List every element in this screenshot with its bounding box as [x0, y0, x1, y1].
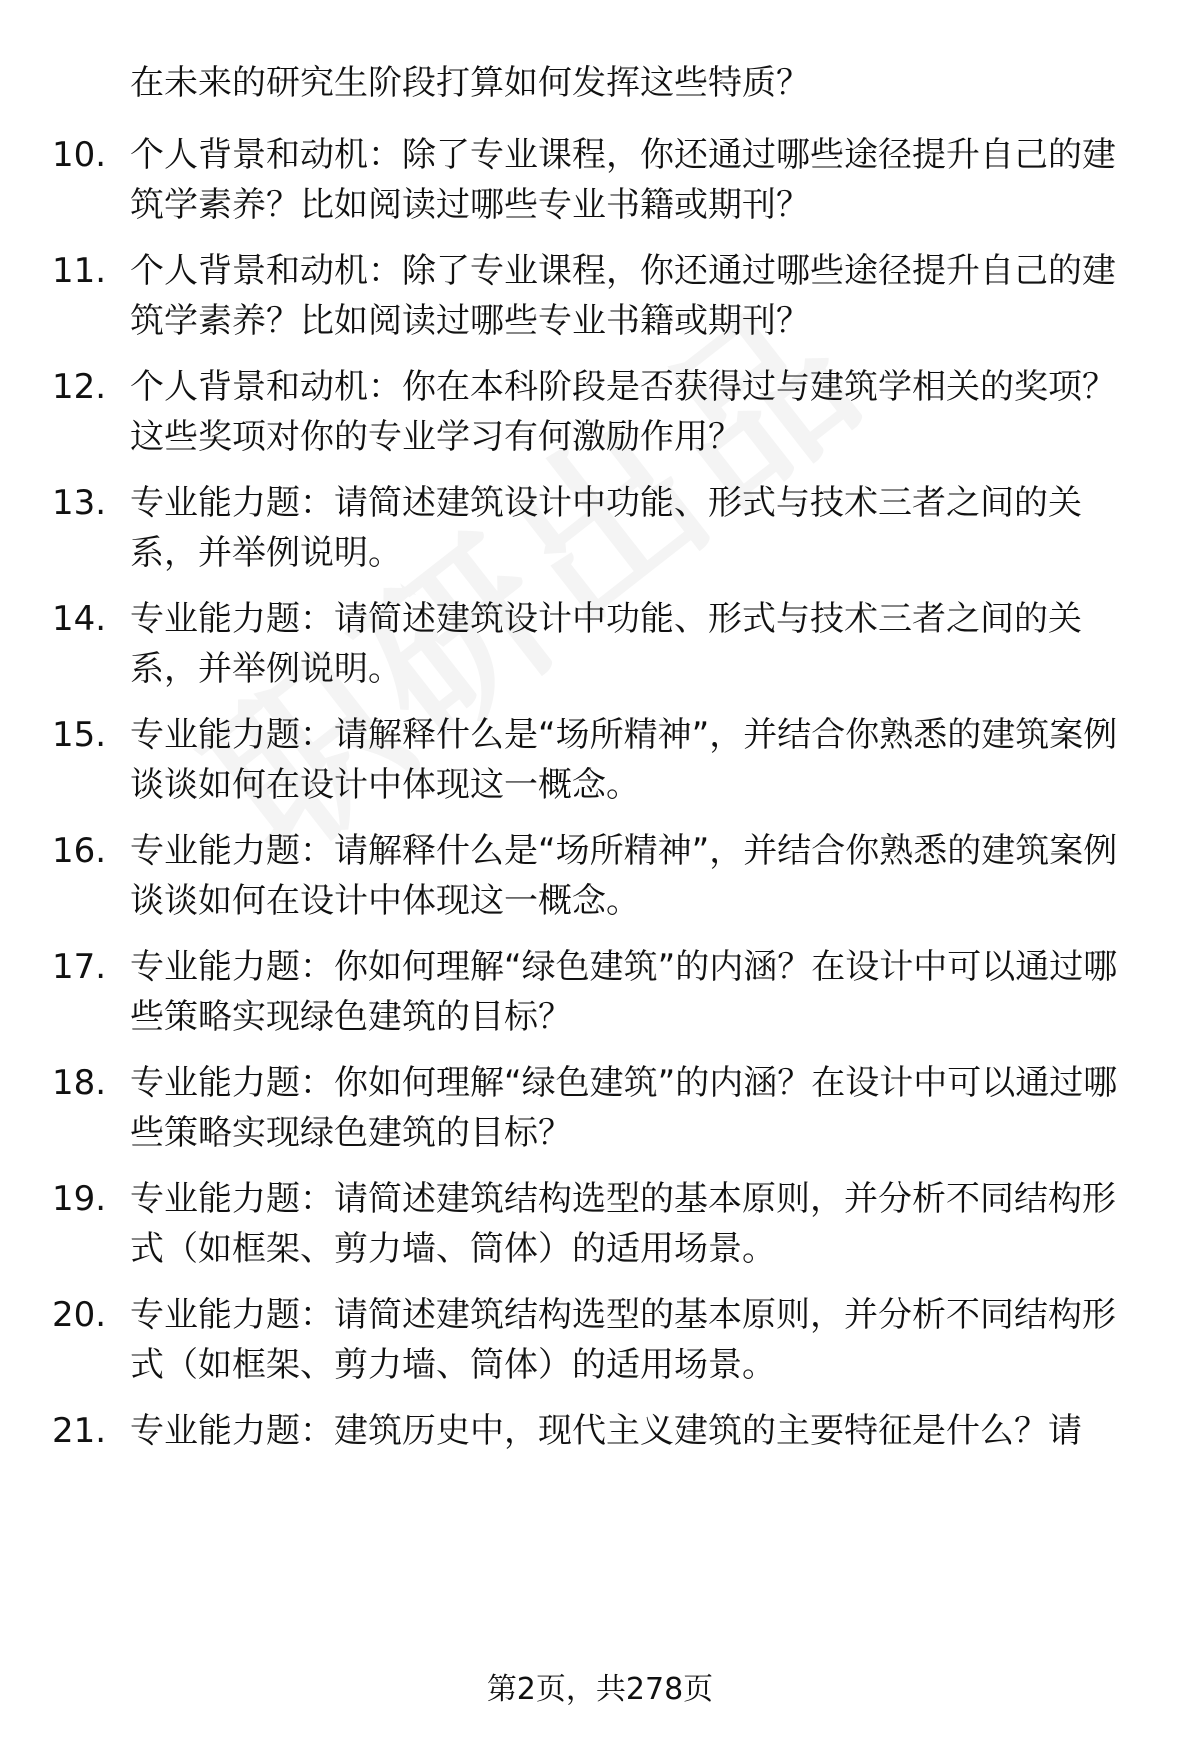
item-number: 21. [52, 1411, 107, 1451]
item-text: 专业能力题：请简述建筑结构选型的基本原则，并分析不同结构形式（如框架、剪力墙、筒体）的适用场景。 [130, 1179, 1116, 1269]
item-number: 13. [52, 483, 107, 523]
item-number: 15. [52, 715, 107, 755]
item-text: 专业能力题：请解释什么是“场所精神”，并结合你熟悉的建筑案例谈谈如何在设计中体现这一概念。 [130, 831, 1118, 921]
item-text: 专业能力题：你如何理解“绿色建筑”的内涵？在设计中可以通过哪些策略实现绿色建筑的目标？ [130, 1063, 1118, 1153]
item-text: 专业能力题：请简述建筑设计中功能、形式与技术三者之间的关系，并举例说明。 [130, 483, 1082, 573]
item-number: 11. [52, 251, 107, 291]
item-number: 20. [52, 1295, 107, 1335]
item-number: 12. [52, 367, 107, 407]
item-text: 专业能力题：请简述建筑结构选型的基本原则，并分析不同结构形式（如框架、剪力墙、筒体）的适用场景。 [130, 1295, 1116, 1385]
item-text: 专业能力题：请解释什么是“场所精神”，并结合你熟悉的建筑案例谈谈如何在设计中体现这一概念。 [130, 715, 1118, 805]
item-text: 专业能力题：请简述建筑设计中功能、形式与技术三者之间的关系，并举例说明。 [130, 599, 1082, 689]
item-number: 16. [52, 831, 107, 871]
item-number: 17. [52, 947, 107, 987]
page-footer: 第2页，共278页 [486, 1672, 714, 1707]
item-text: 个人背景和动机：除了专业课程，你还通过哪些途径提升自己的建筑学素养？比如阅读过哪些专业书籍或期刊？ [130, 135, 1116, 225]
item-number: 19. [52, 1179, 107, 1219]
item-number: 18. [52, 1063, 107, 1103]
item-text: 个人背景和动机：除了专业课程，你还通过哪些途径提升自己的建筑学素养？比如阅读过哪些专业书籍或期刊？ [130, 251, 1116, 341]
item-number: 14. [52, 599, 107, 639]
item-text: 个人背景和动机：你在本科阶段是否获得过与建筑学相关的奖项？这些奖项对你的专业学习有何激励作用？ [130, 367, 1116, 457]
continued-text: 在未来的研究生阶段打算如何发挥这些特质？ [130, 63, 810, 103]
item-text: 专业能力题：你如何理解“绿色建筑”的内涵？在设计中可以通过哪些策略实现绿色建筑的目标？ [130, 947, 1118, 1037]
item-number: 10. [52, 135, 107, 175]
item-text: 专业能力题：建筑历史中，现代主义建筑的主要特征是什么？请 [130, 1411, 1082, 1451]
